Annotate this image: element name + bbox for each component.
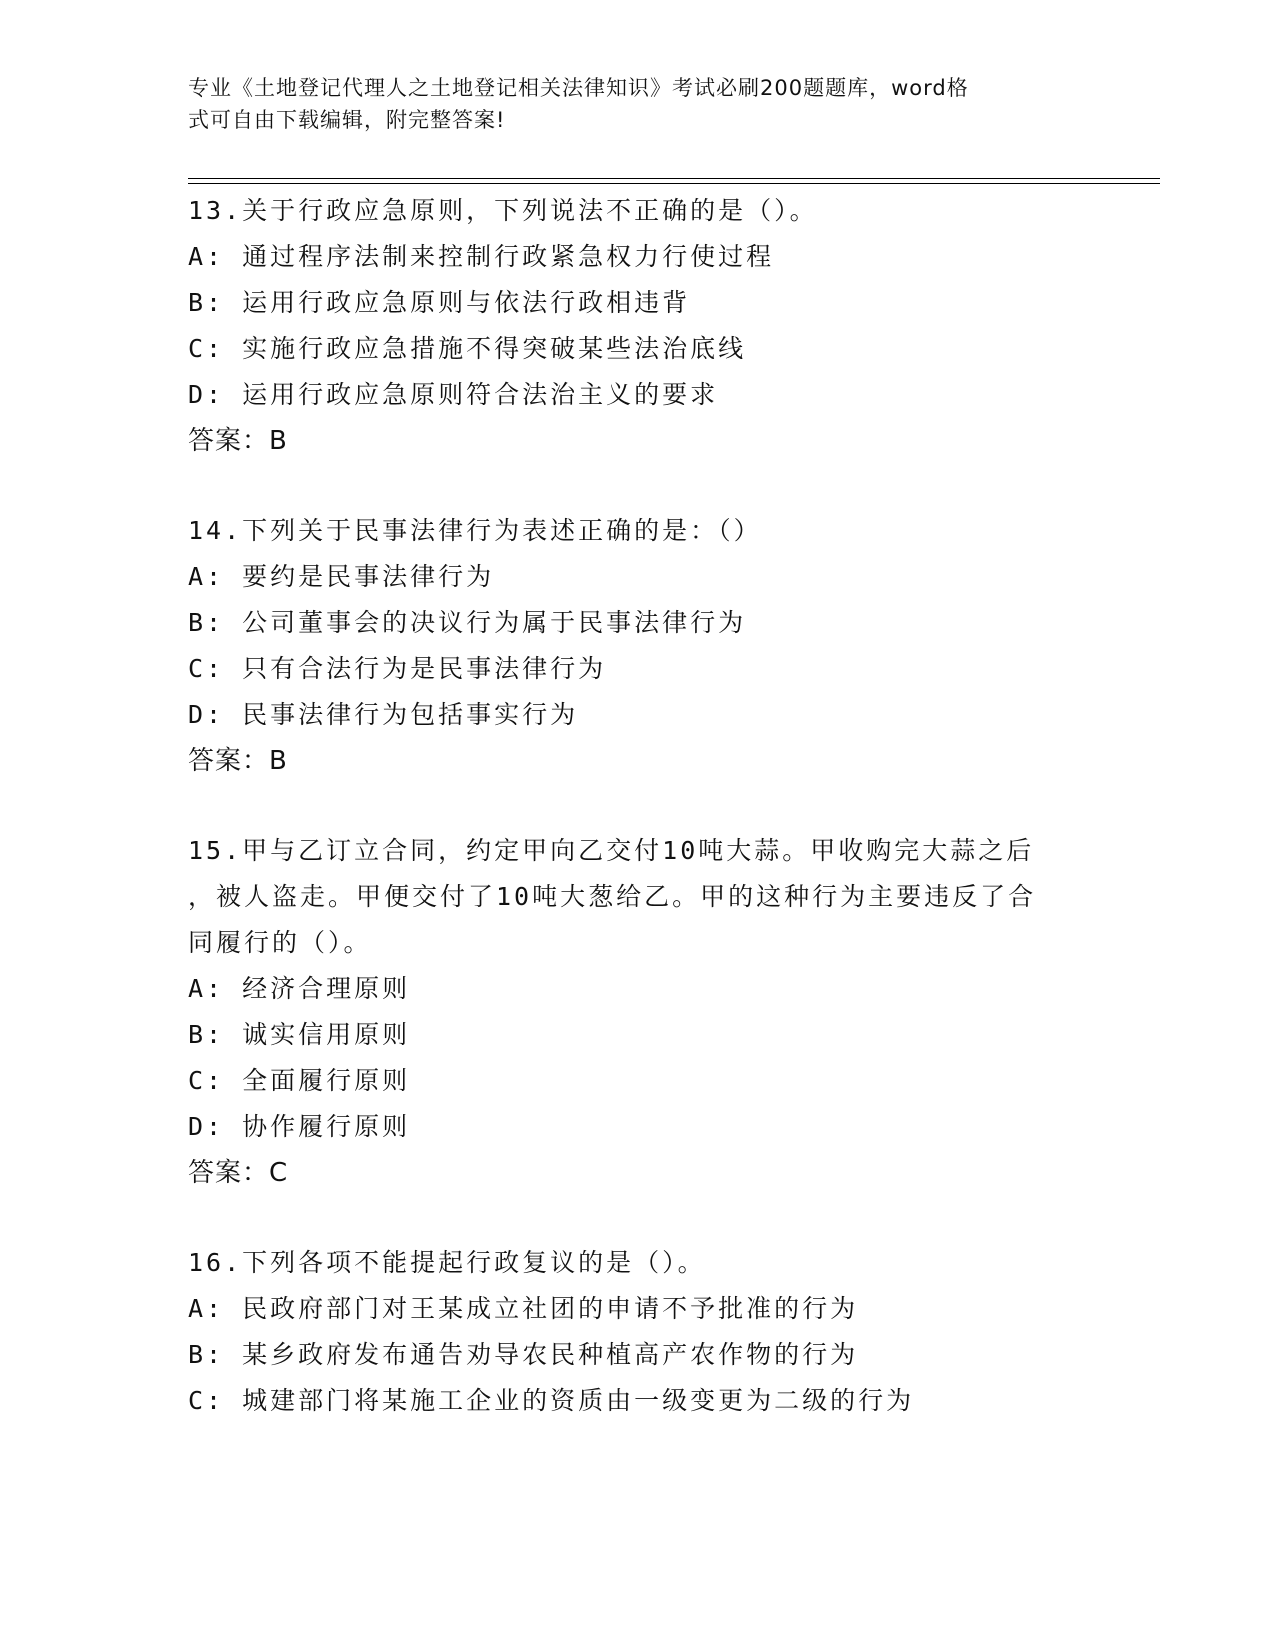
header-line-2: 式可自由下载编辑，附完整答案! [188,108,506,132]
option-d: D: 运用行政应急原则符合法治主义的要求 [188,380,719,409]
document-header [188,72,1068,136]
question-stem: 13.关于行政应急原则，下列说法不正确的是（）。 [188,196,818,225]
option-c: C: 全面履行原则 [188,1066,411,1095]
header-divider-top [188,178,1160,179]
option-c: C: 实施行政应急措施不得突破某些法治底线 [188,334,747,363]
option-b: B: 诚实信用原则 [188,1020,411,1049]
header-line-1: 专业《土地登记代理人之土地登记相关法律知识》考试必刷200题题库，word格 [188,76,969,100]
question-16 [188,1240,1088,1424]
header-divider-bottom [188,183,1160,184]
question-14 [188,508,1088,784]
answer-text: 答案：B [188,746,288,776]
option-d: D: 民事法律行为包括事实行为 [188,700,579,729]
option-a: A: 经济合理原则 [188,974,411,1003]
option-c: C: 城建部门将某施工企业的资质由一级变更为二级的行为 [188,1386,915,1415]
option-d: D: 协作履行原则 [188,1112,411,1141]
option-b: B: 运用行政应急原则与依法行政相违背 [188,288,691,317]
option-a: A: 民政府部门对王某成立社团的申请不予批准的行为 [188,1294,859,1323]
question-stem: 14.下列关于民事法律行为表述正确的是：（） [188,516,762,545]
question-stem: 16.下列各项不能提起行政复议的是（）。 [188,1248,706,1277]
option-c: C: 只有合法行为是民事法律行为 [188,654,607,683]
question-15 [188,828,1088,1196]
answer-text: 答案：B [188,426,288,456]
option-b: B: 公司董事会的决议行为属于民事法律行为 [188,608,747,637]
answer-text: 答案：C [188,1158,289,1188]
question-stem-line-1: 15.甲与乙订立合同，约定甲向乙交付10吨大蒜。甲收购完大蒜之后 [188,836,1035,865]
question-13 [188,188,1088,464]
option-a: A: 要约是民事法律行为 [188,562,495,591]
option-b: B: 某乡政府发布通告劝导农民种植高产农作物的行为 [188,1340,859,1369]
question-stem-line-3: 同履行的（）。 [188,928,372,957]
option-a: A: 通过程序法制来控制行政紧急权力行使过程 [188,242,775,271]
question-stem-line-2: ，被人盗走。甲便交付了10吨大葱给乙。甲的这种行为主要违反了合 [188,882,1037,911]
